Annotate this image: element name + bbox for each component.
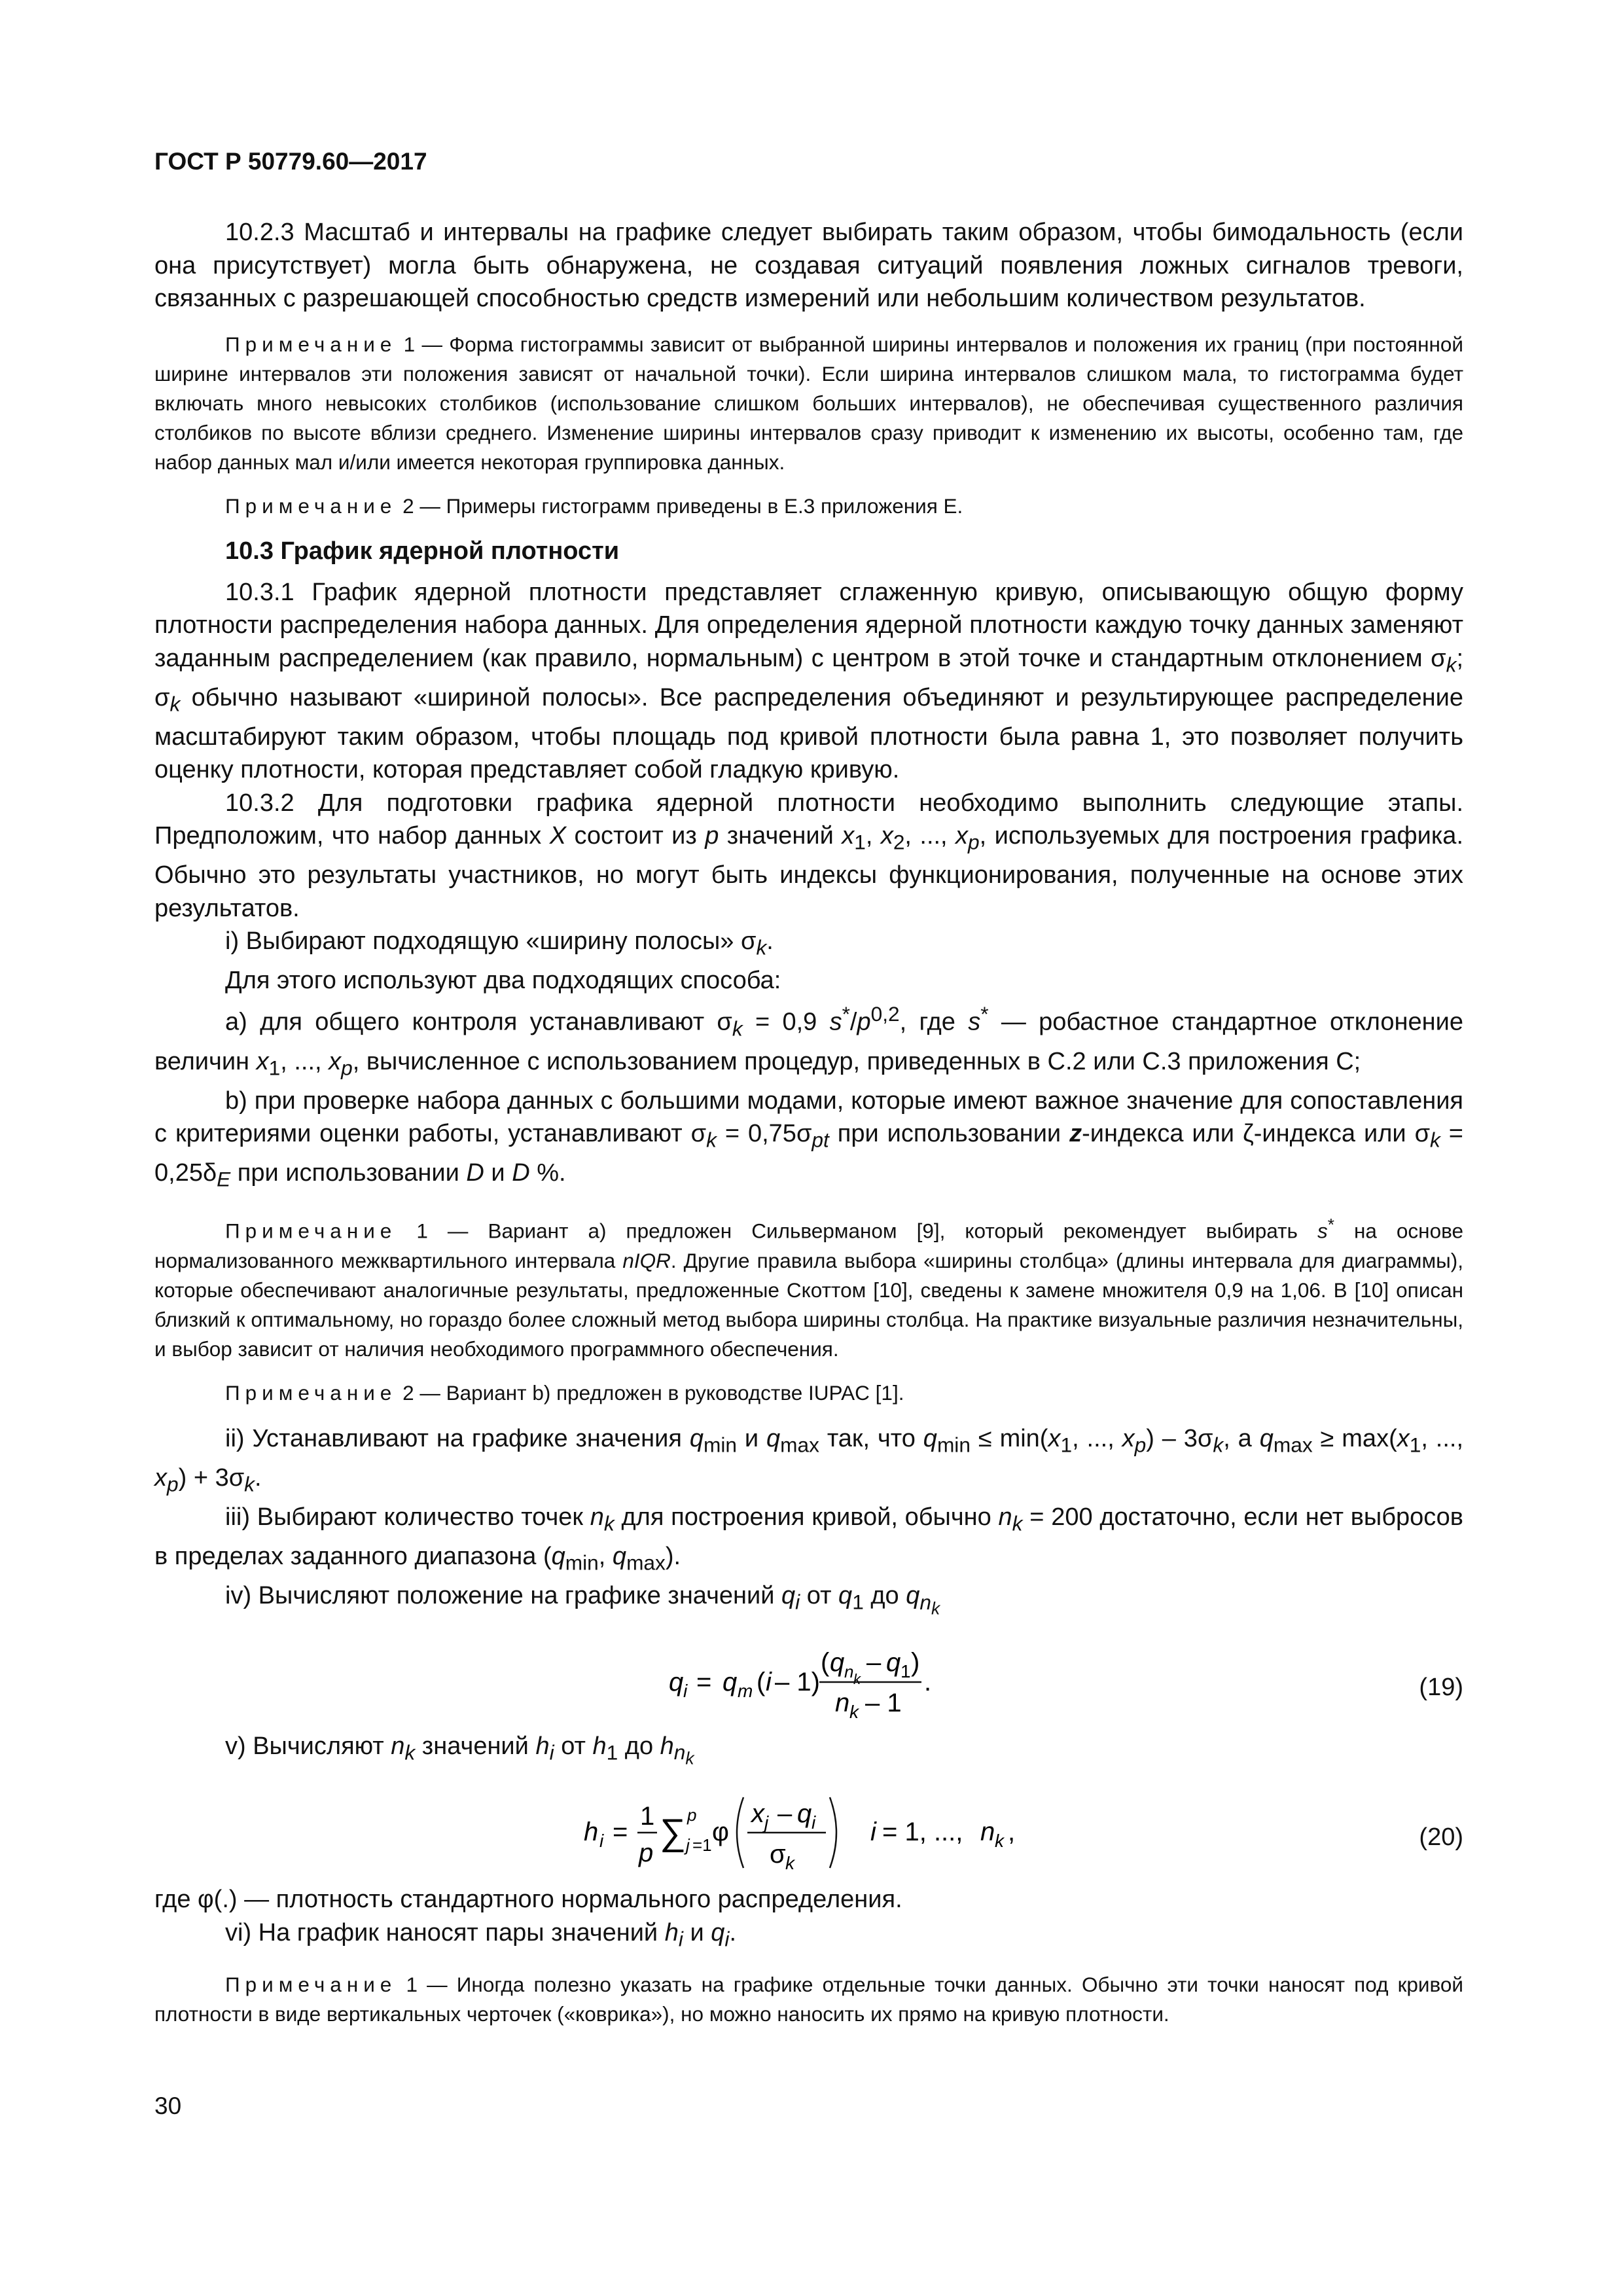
- paragraph-10-2-3: 10.2.3 Масштаб и интервалы на графике следует выбирать таким образом, чтобы бимодальность (если она присутствует) могла быть обнаружена, не создавая ситуаций появления ложных сигналов тревоги, связанных с разрешающей способностью средств измерений или небольшим количеством результатов.: [154, 219, 1463, 312]
- svg-text:n: n: [980, 1818, 995, 1847]
- step-v: v) Вычисляют $n_k$ значений $h_i$ от $h_1$ до $h_{n_k}$: [225, 1732, 694, 1768]
- ways-text: Для этого используют два подходящих способа:: [225, 967, 781, 995]
- svg-text:σ: σ: [770, 1840, 786, 1869]
- svg-text:p: p: [687, 1805, 697, 1825]
- svg-text:h: h: [584, 1818, 599, 1847]
- equation-20: [154, 1775, 1463, 1883]
- equation-19-graphic: [154, 1625, 1463, 1730]
- svg-text:,: ,: [1008, 1818, 1016, 1847]
- step-iii: iii) Выбирают количество точек $n_k$ для построения кривой, обычно $n_k = 200$ достаточно, если нет выбросов в пределах заданного диапазона ($q_{min}$, $q_{max}$).: [154, 1503, 1463, 1575]
- item-a: a) для общего контроля устанавливают $\sigma_k = 0,9$ $s^*/p^{0,2}$, где s* — робастное стандартное отклонение величин $x_1$, ..., $x_p$, вычисленное с использованием процедур, приведенных в С.2 или С.3 приложения С;: [154, 1001, 1463, 1080]
- section-title: 10.3 График ядерной плотности: [225, 537, 620, 565]
- svg-text:–: –: [866, 1647, 882, 1677]
- svg-text:q: q: [797, 1799, 812, 1829]
- note-label: Примечание: [225, 493, 397, 518]
- paragraph-10-3-1: 10.3.1 График ядерной плотности представляет сглаженную кривую, описывающую общую форму плотности распределения набора данных. Для определения ядерной плотности каждую точку данных заменяют заданным распределением (как правило, нормальным) с центром в этой точке и стандартным отклонением $\sigma_k$; $\sigma_k$ обычно называют «шириной полосы». Все распределения объединяют и результирующее распределение масштабируют таким образом, чтобы площадь под кривой плотности была равна 1, это позволяет получить оценку плотности, которая представляет собой гладкую кривую.: [154, 578, 1463, 784]
- svg-text:j: j: [686, 1835, 690, 1856]
- svg-text:j: j: [764, 1812, 769, 1833]
- svg-text:p: p: [639, 1839, 654, 1868]
- svg-text:1: 1: [901, 1660, 911, 1681]
- note-kde-2: Примечание 2 — Вариант b) предложен в руководстве IUPAC [1].: [225, 1380, 904, 1405]
- item-b: b) при проверке набора данных с большими модами, которые имеют важное значение для сопоставления с критериями оценки работы, устанавливают $\sigma_k = 0,75\sigma_{pt}$ при использовании z-индекса или ζ-индекса или $\sigma_k = 0,25\delta_E$ при использовании D и D %.: [154, 1086, 1463, 1191]
- svg-text:∑: ∑: [660, 1811, 686, 1853]
- svg-text:=1: =1: [692, 1835, 712, 1856]
- svg-text:q: q: [722, 1667, 738, 1696]
- page-number: 30: [154, 2092, 182, 2119]
- svg-text:.: .: [924, 1667, 932, 1696]
- svg-text:=: =: [696, 1667, 712, 1696]
- svg-text:i: i: [766, 1667, 772, 1696]
- where-text: где φ(.) — плотность стандартного нормального распределения.: [154, 1886, 902, 1914]
- equation-19-number: (19): [1419, 1673, 1463, 1701]
- equation-19: [154, 1625, 1463, 1730]
- svg-text:= 1, ...,: = 1, ...,: [882, 1818, 963, 1847]
- note-label: Примечание: [225, 1380, 397, 1405]
- svg-text:– 1): – 1): [775, 1667, 820, 1696]
- equation-20-number: (20): [1419, 1823, 1463, 1852]
- svg-text:n: n: [844, 1661, 854, 1681]
- note-histogram-1: Примечание 1 — Форма гистограммы зависит от выбранной ширины интервалов и положения их границ (при постоянной ширине интервалов эти положения зависят от начальной точки). Если ширина интервалов слишком мала, то гистограмма будет включать много невысоких столбиков (использование слишком больших интервалов), не обеспечивая существенного различия столбиков по высоте вблизи среднего. Изменение ширины интервалов сразу приводит к изменению их высоты, особенно там, где набор данных мал и/или имеется некоторая группировка данных.: [154, 332, 1463, 474]
- page-content: [154, 216, 1463, 2029]
- svg-text:k: k: [849, 1701, 859, 1722]
- note-label: Примечание: [225, 332, 397, 356]
- svg-text:(: (: [821, 1647, 830, 1677]
- note-label: Примечание: [225, 1972, 397, 1996]
- svg-text:k: k: [853, 1670, 861, 1687]
- note-histogram-2: Примечание 2 — Примеры гистограмм приведены в Е.3 приложения Е.: [225, 493, 963, 518]
- svg-text:–: –: [777, 1799, 793, 1829]
- step-iv: iv) Вычисляют положение на графике значений $q_i$ от $q_1$ до $q_{n_k}$: [225, 1582, 940, 1619]
- note-kde-1: Примечание 1 — Вариант а) предложен Сильверманом [9], который рекомендует выбирать s* на основе нормализованного межквартильного интервала nIQR. Другие правила выбора «ширины столбца» (длины интервала для диаграммы), которые обеспечивают аналогичные результаты, предложенные Скоттом [10], сведены к замене множителя 0,9 на 1,06. В [10] описан близкий к оптимальному, но гораздо более сложный метод выбора ширины столбца. На практике визуальные различия незначительны, и выбор зависит от наличия необходимого программного обеспечения.: [154, 1215, 1463, 1361]
- svg-text:i: i: [683, 1680, 688, 1701]
- svg-text:=: =: [613, 1818, 628, 1847]
- svg-text:x: x: [751, 1799, 764, 1829]
- svg-text:1: 1: [640, 1802, 655, 1831]
- svg-text:): ): [911, 1647, 920, 1677]
- step-ii: ii) Устанавливают на графике значения $q_{min}$ и $q_{max}$ так, что $q_{min} \le \min(x_1$, ..., $x_p) - 3\sigma_k$, а $q_{max} \ge \max(x_1$, ..., $x_p) + 3\sigma_k$.: [154, 1424, 1464, 1496]
- svg-text:q: q: [886, 1647, 901, 1677]
- equation-20-graphic: [154, 1775, 1463, 1883]
- step-vi: vi) На график наносят пары значений $h_i$ и $q_i$.: [225, 1918, 736, 1951]
- svg-text:φ: φ: [712, 1818, 729, 1847]
- svg-text:– 1: – 1: [865, 1688, 902, 1717]
- note-label: Примечание: [225, 1219, 397, 1243]
- step-i: i) Выбирают подходящую «ширину полосы» $\sigma_k$.: [225, 927, 774, 960]
- svg-text:i: i: [599, 1831, 604, 1852]
- svg-text:(: (: [757, 1667, 766, 1696]
- paragraph-10-3-2: 10.3.2 Для подготовки графика ядерной плотности необходимо выполнить следующие этапы. Предположим, что набор данных X состоит из p значений $x_1$, $x_2$, ..., $x_p$, используемых для построения графика. Обычно это результаты участников, но могут быть индексы функционирования, полученные на основе этих результатов.: [154, 789, 1464, 922]
- svg-text:i: i: [812, 1812, 816, 1833]
- svg-text:n: n: [835, 1688, 850, 1717]
- svg-text:i: i: [870, 1818, 876, 1847]
- svg-text:q: q: [830, 1647, 845, 1677]
- svg-text:k: k: [785, 1853, 794, 1874]
- note-rug-1: Примечание 1 — Иногда полезно указать на графике отдельные точки данных. Обычно эти точки наносят под кривой плотности в виде вертикальных черточек («коврика»), но можно наносить их прямо на кривую плотности.: [154, 1972, 1463, 2026]
- svg-text:k: k: [995, 1831, 1004, 1852]
- svg-text:m: m: [738, 1680, 753, 1701]
- document-header: ГОСТ Р 50779.60—2017: [154, 148, 427, 175]
- svg-text:q: q: [669, 1667, 684, 1696]
